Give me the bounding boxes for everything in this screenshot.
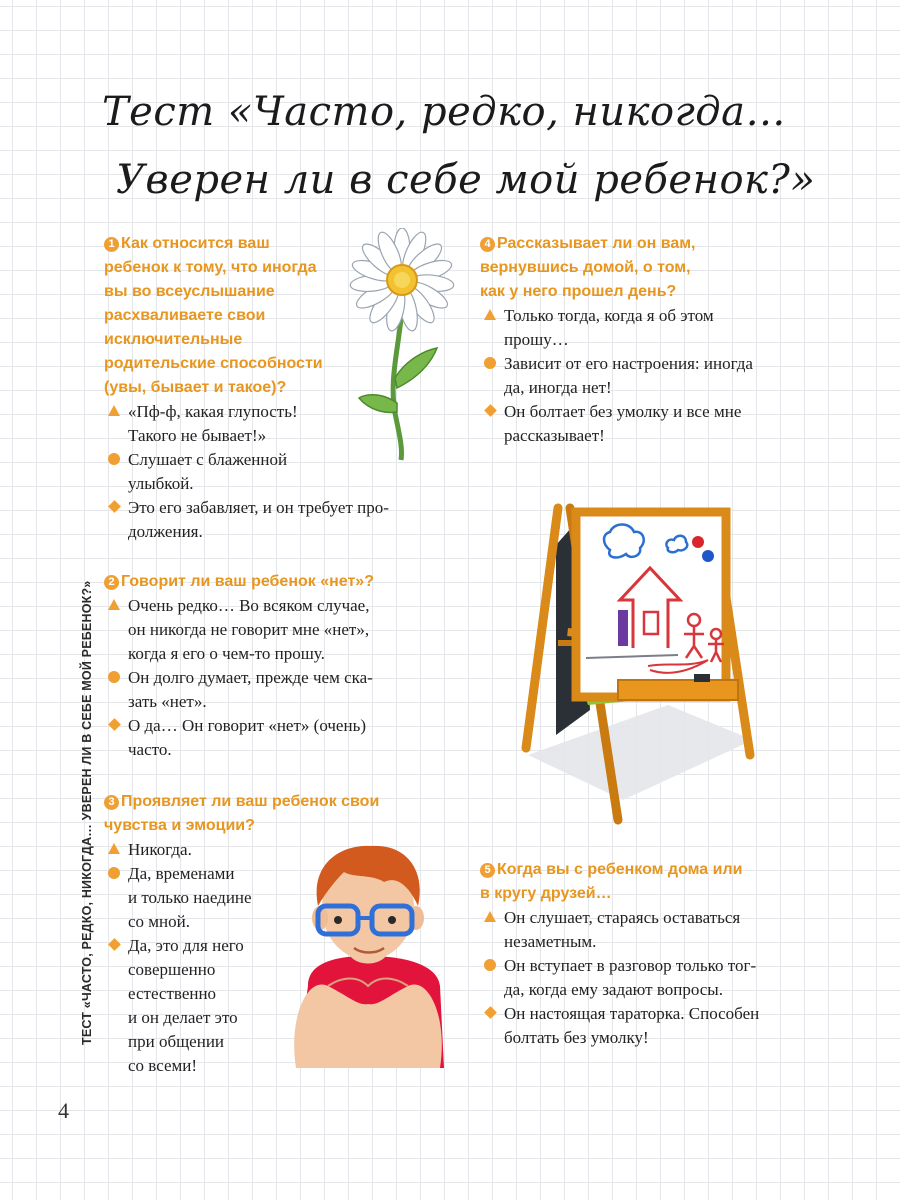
question-2-answer-2	[104, 666, 444, 714]
question-5-answer-1	[480, 906, 818, 954]
question-number-badge: 3	[104, 795, 119, 810]
answer-text: Это его забавляет, и он требует про- должения.	[128, 498, 389, 541]
easel-illustration	[518, 500, 763, 830]
circle-icon	[484, 959, 496, 971]
answer-text: Да, временами и только наедине со мной.	[128, 864, 252, 931]
question-2-answer-3	[104, 714, 444, 762]
question-4-text: Рассказывает ли он вам, вернувшись домой, о том, как у него прошел день?	[480, 235, 696, 300]
answer-text: Он болтает без умолку и все мне рассказывает!	[504, 402, 742, 445]
diamond-icon	[108, 938, 121, 951]
side-running-title: ТЕСТ «ЧАСТО, РЕДКО, НИКОГДА… УВЕРЕН ЛИ В СЕБЕ МОЙ РЕБЕНОК?»	[80, 580, 94, 1045]
question-4-answer-1	[480, 304, 818, 352]
question-3-answer-1	[104, 838, 294, 862]
answer-text: Он вступает в разговор только тог- да, когда ему задают вопросы.	[504, 956, 757, 999]
answer-text: Он настоящая тараторка. Способен болтать без умолку!	[504, 1004, 760, 1047]
question-number-badge: 5	[480, 863, 495, 878]
triangle-icon	[108, 843, 120, 854]
circle-icon	[484, 357, 496, 369]
question-2-text: Говорит ли ваш ребенок «нет»?	[121, 573, 374, 590]
answer-text: Никогда.	[128, 840, 192, 859]
question-number-badge: 4	[480, 237, 495, 252]
boy-illustration	[288, 836, 448, 1076]
circle-icon	[108, 867, 120, 879]
diamond-icon	[108, 500, 121, 513]
question-5-answer-2	[480, 954, 818, 1002]
answer-text: Слушает с блаженной улыбкой.	[128, 450, 288, 493]
question-2-answer-1	[104, 594, 444, 666]
answer-text: О да… Он говорит «нет» (очень) часто.	[128, 716, 366, 759]
page-number: 4	[58, 1098, 69, 1123]
question-number-badge: 2	[104, 575, 119, 590]
question-3-answer-3	[104, 934, 294, 1078]
question-3-answer-2	[104, 862, 294, 934]
answer-text: Зависит от его настроения: иногда да, иногда нет!	[504, 354, 753, 397]
answer-text: Он слушает, стараясь оставаться незаметным.	[504, 908, 741, 951]
question-5	[480, 858, 818, 1050]
page-title	[102, 78, 822, 214]
daisy-illustration	[345, 228, 460, 463]
answer-text: Только тогда, когда я об этом прошу…	[504, 306, 714, 349]
question-5-text: Когда вы с ребенком дома или в кругу друзей…	[480, 861, 743, 902]
answer-text: Он долго думает, прежде чем ска- зать «нет».	[128, 668, 373, 711]
question-1-text: Как относится ваш ребенок к тому, что иногда вы во всеуслышание расхваливаете свои исключительные родительские способности (увы, бывает и такое)?	[104, 235, 323, 396]
question-3-text: Проявляет ли ваш ребенок свои чувства и эмоции?	[104, 793, 380, 834]
question-3-heading	[104, 790, 434, 838]
question-4-answer-2	[480, 352, 818, 400]
circle-icon	[108, 671, 120, 683]
page-title-line-1: Тест «Часто, редко, никогда…	[102, 89, 786, 135]
diamond-icon	[484, 1006, 497, 1019]
diamond-icon	[484, 404, 497, 417]
triangle-icon	[484, 309, 496, 320]
answer-text: «Пф-ф, какая глупость! Такого не бывает!»	[128, 402, 298, 445]
question-1-answer-3	[104, 496, 444, 544]
question-4-heading	[480, 232, 818, 304]
question-2	[104, 570, 444, 762]
question-5-heading	[480, 858, 818, 906]
triangle-icon	[108, 599, 120, 610]
page-title-line-2: Уверен ли в себе мой ребенок?»	[116, 157, 816, 203]
triangle-icon	[484, 911, 496, 922]
question-4	[480, 232, 818, 448]
answer-text: Очень редко… Во всяком случае, он никогда не говорит мне «нет», когда я его о чем-то прошу.	[128, 596, 370, 663]
circle-icon	[108, 453, 120, 465]
question-5-answer-3	[480, 1002, 818, 1050]
triangle-icon	[108, 405, 120, 416]
answer-text: Да, это для него совершенно естественно и он делает это при общении со всеми!	[128, 936, 244, 1075]
question-number-badge: 1	[104, 237, 119, 252]
question-2-heading	[104, 570, 444, 594]
diamond-icon	[108, 718, 121, 731]
question-4-answer-3	[480, 400, 818, 448]
